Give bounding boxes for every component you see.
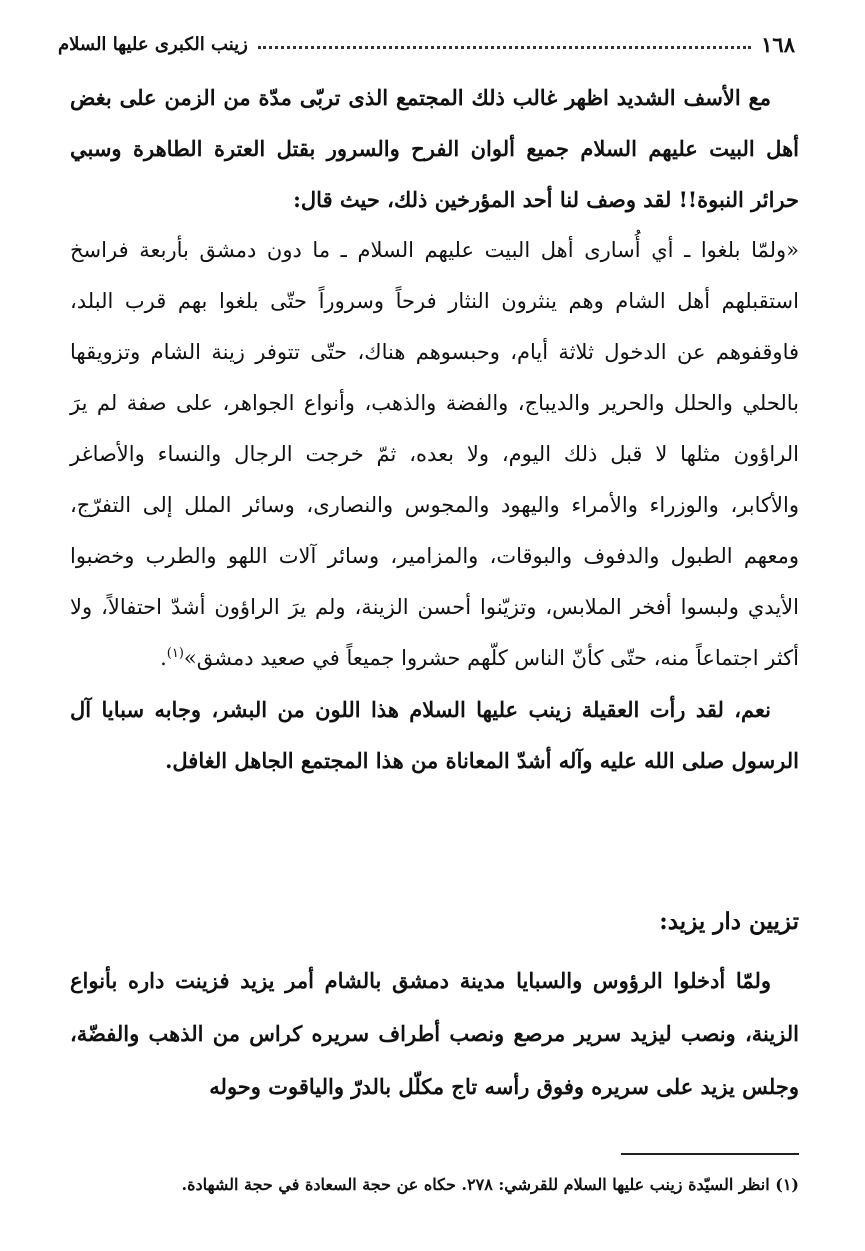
page-number: ١٦٨ bbox=[761, 31, 795, 57]
header-dotted-leader bbox=[258, 46, 751, 49]
paragraph-conclusion: نعم، لقد رأت العقيلة زينب عليها السلام هذا اللون من البشر، وجابه سبايا آل الرسول صلى الله عليه وآله أشدّ المعاناة من هذا المجتمع الجاهل الغافل. bbox=[70, 697, 799, 773]
main-text bbox=[70, 72, 799, 786]
footnote-divider bbox=[621, 1153, 799, 1155]
quoted-passage: «ولمّا بلغوا ـ أي أُسارى أهل البيت عليهم السلام ـ ما دون دمشق بأربعة فراسخ استقبلهم أهل الشام وهم ينثرون النثار فرحاً وسروراً حتّى بلغوا بهم قرب البلد، فاوقفوهم عن الدخول ثلاثة أيام، وحبسوهم هناك، حتّى تتوفر زينة الشام وتزويقها بالحلي والحلل والحرير والديباج، والفضة والذهب، وأنواع الجواهر، على صفة لم يرَ الراؤون مثلها لا قبل ذلك اليوم، ولا بعده، ثمّ خرجت الرجال والنساء والأصاغر والأكابر، والوزراء والأمراء واليهود والمجوس والنصارى، وسائر الملل إلى التفرّج، ومعهم الطبول والدفوف والبوقات، والمزامير، وسائر آلات اللهو والطرب وخضبوا الأيدي ولبسوا أفخر الملابس، وتزيّنوا أحسن الزينة، ولم يرَ الراؤون أشدّ احتفالاً، ولا أكثر اجتماعاً منه، حتّى كأنّ الناس كلّهم حشروا جميعاً في صعيد دمشق»$^{(١)}$. bbox=[70, 238, 799, 670]
footnote: (١) انظر السيّدة زينب عليها السلام للقرشي: ٢٧٨. حكاه عن حجة السعادة في حجة الشهادة. bbox=[181, 1175, 799, 1194]
quoted-passage-text: «ولمّا بلغوا ـ أي أُسارى أهل البيت عليهم السلام ـ ما دون دمشق بأربعة فراسخ استقبلهم أهل الشام وهم ينثرون النثار فرحاً وسروراً حتّى بلغوا بهم قرب البلد، فاوقفوهم عن الدخول ثلاثة أيام، وحبسوهم هناك، حتّى تتوفر زينة الشام وتزويقها بالحلي والحلل والحرير والديباج، والفضة والذهب، وأنواع الجواهر، على صفة لم يرَ الراؤون مثلها لا قبل ذلك اليوم، ولا بعده، ثمّ خرجت الرجال والنساء والأصاغر والأكابر، والوزراء والأمراء واليهود والمجوس والنصارى، وسائر الملل إلى التفرّج، ومعهم الطبول والدفوف والبوقات، والمزامير، وسائر آلات اللهو والطرب وخضبوا الأيدي ولبسوا أفخر الملابس، وتزيّنوا أحسن الزينة، ولم يرَ الراؤون أشدّ احتفالاً، ولا أكثر اجتماعاً منه، حتّى كأنّ الناس كلّهم حشروا جميعاً في صعيد دمشق» bbox=[70, 238, 799, 670]
paragraph-intro: مع الأسف الشديد اظهر غالب ذلك المجتمع الذى تربّى مدّة من الزمن على بغض أهل البيت عليهم السلام جميع ألوان الفرح والسرور بقتل العترة الطاهرة وسبي حرائر النبوة!! لقد وصف لنا أحد المؤرخين ذلك، حيث قال: bbox=[70, 85, 799, 212]
footnote-reference-mark: (١) bbox=[166, 646, 184, 661]
running-header bbox=[58, 30, 795, 58]
section-paragraph: ولمّا أدخلوا الرؤوس والسبايا مدينة دمشق بالشام أمر يزيد فزينت داره بأنواع الزينة، ونصب ليزيد سرير مرصع ونصب أطراف سريره كراس من الذهب والفضّة، وجلس يزيد على سريره وفوق رأسه تاج مكلّل بالدرّ والياقوت وحوله bbox=[70, 968, 799, 1099]
section-heading: تزيين دار يزيد: bbox=[659, 908, 799, 935]
running-title: زينب الكبرى عليها السلام bbox=[58, 33, 248, 55]
